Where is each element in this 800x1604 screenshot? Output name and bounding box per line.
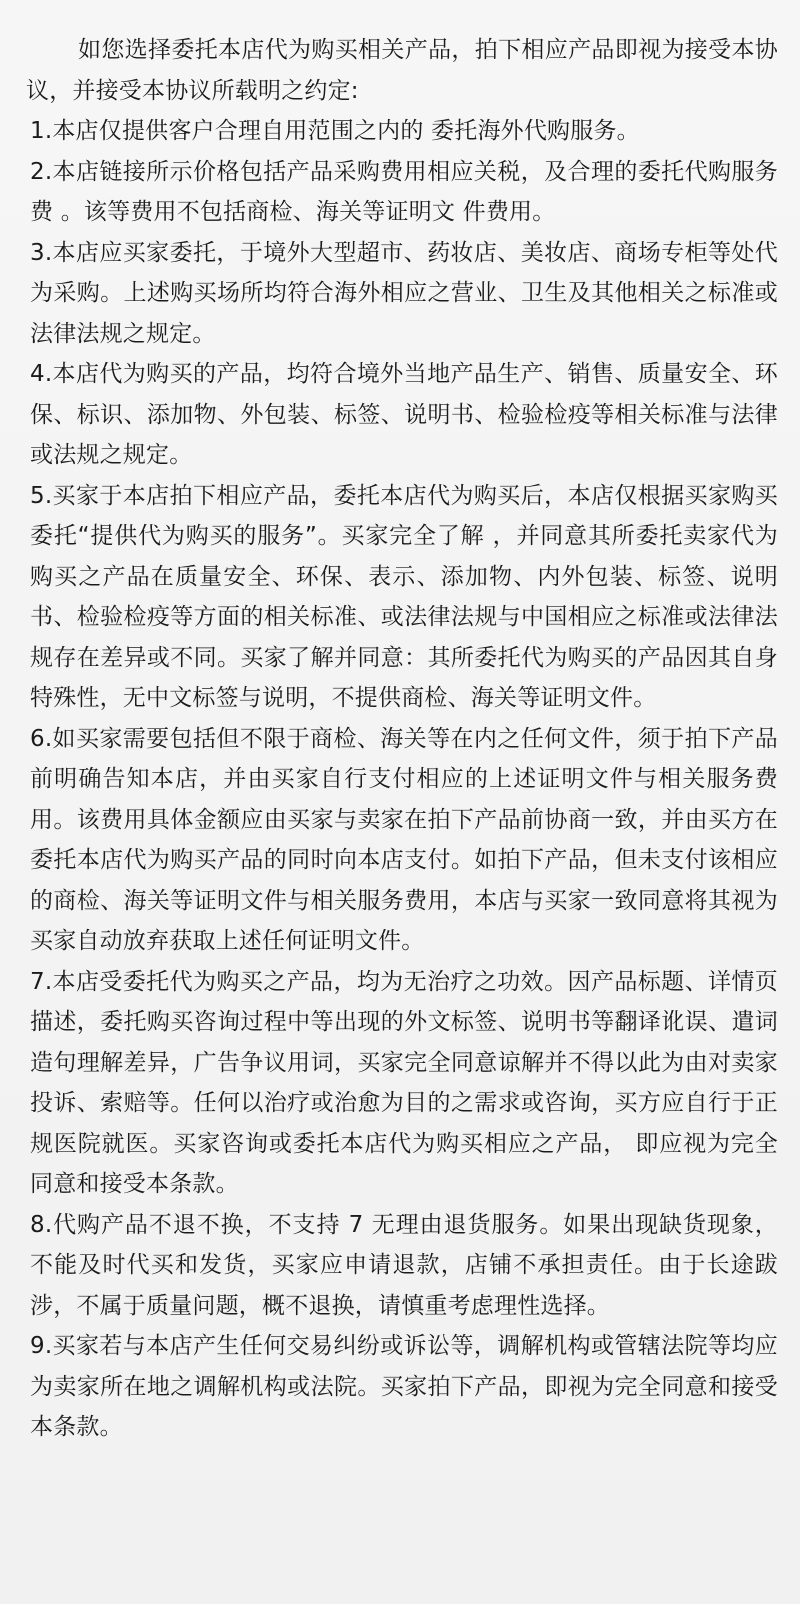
clause-2: 2.本店链接所示价格包括产品采购费用相应关税，及合理的委托代购服务费 。该等费用不包括商检、海关等证明文 件费用。 bbox=[30, 158, 778, 225]
clause-6: 6.如买家需要包括但不限于商检、海关等在内之任何文件，须于拍下产品前明确告知本店，并由买家自行支付相应的上述证明文件与相关服务费用。该费用具体金额应由买家与卖家在拍下产品前协商一致，并由买方在委托本店代为购买产品的同时向本店支付。如拍下产品，但未支付该相应的商检、海关等证明文件与相关服务费用，本店与买家一致同意将其视为买家自动放弃获取上述任何证明文件。 bbox=[30, 725, 778, 954]
clause-7: 7.本店受委托代为购买之产品，均为无治疗之功效。因产品标题、详情页描述，委托购买咨询过程中等出现的外文标签、说明书等翻译讹误、遣词造句理解差异，广告争议用词，买家完全同意谅解并不得以此为由对卖家投诉、索赔等。任何以治疗或治愈为目的之需求或咨询，买方应自行于正规医院就医。买家咨询或委托本店代为购买相应之产品， 即应视为完全同意和接受本条款。 bbox=[30, 968, 778, 1197]
clause-8: 8.代购产品不退不换，不支持 7 无理由退货服务。如果出现缺货现象，不能及时代买和发货，买家应申请退款，店铺不承担责任。由于长途跋涉，不属于质量问题，概不退换，请慎重考虑理性选择。 bbox=[30, 1211, 778, 1319]
clause-4: 4.本店代为购买的产品，均符合境外当地产品生产、销售、质量安全、环保、标识、添加物、外包装、标签、说明书、检验检疫等相关标准与法律或法规之规定。 bbox=[30, 361, 778, 468]
clause-3: 3.本店应买家委托，于境外大型超市、药妆店、美妆店、商场专柜等处代为采购。上述购买场所均符合海外相应之营业、卫生及其他相关之标准或法律法规之规定。 bbox=[30, 239, 778, 347]
clause-1: 1.本店仅提供客户合理自用范围之内的 委托海外代购服务。 bbox=[30, 118, 640, 144]
agreement-intro: 如您选择委托本店代为购买相关产品，拍下相应产品即视为接受本协议，并接受本协议所载明之约定: bbox=[26, 37, 778, 104]
agreement-text bbox=[26, 30, 778, 1448]
clause-9: 9.买家若与本店产生任何交易纠纷或诉讼等，调解机构或管辖法院等均应为卖家所在地之调解机构或法院。买家拍下产品，即视为完全同意和接受本条款。 bbox=[30, 1333, 778, 1440]
clause-5: 5.买家于本店拍下相应产品，委托本店代为购买后，本店仅根据买家购买委托“提供代为购买的服务”。买家完全了解 ，并同意其所委托卖家代为购买之产品在质量安全、环保、表示、添加物、内外包装、标签、说明书、检验检疫等方面的相关标准、或法律法规与中国相应之标准或法律法规存在差异或不同。买家了解并同意：其所委托代为购买的产品因其自身特殊性，无中文标签与说明，不提供商检、海关等证明文件。 bbox=[30, 482, 778, 711]
